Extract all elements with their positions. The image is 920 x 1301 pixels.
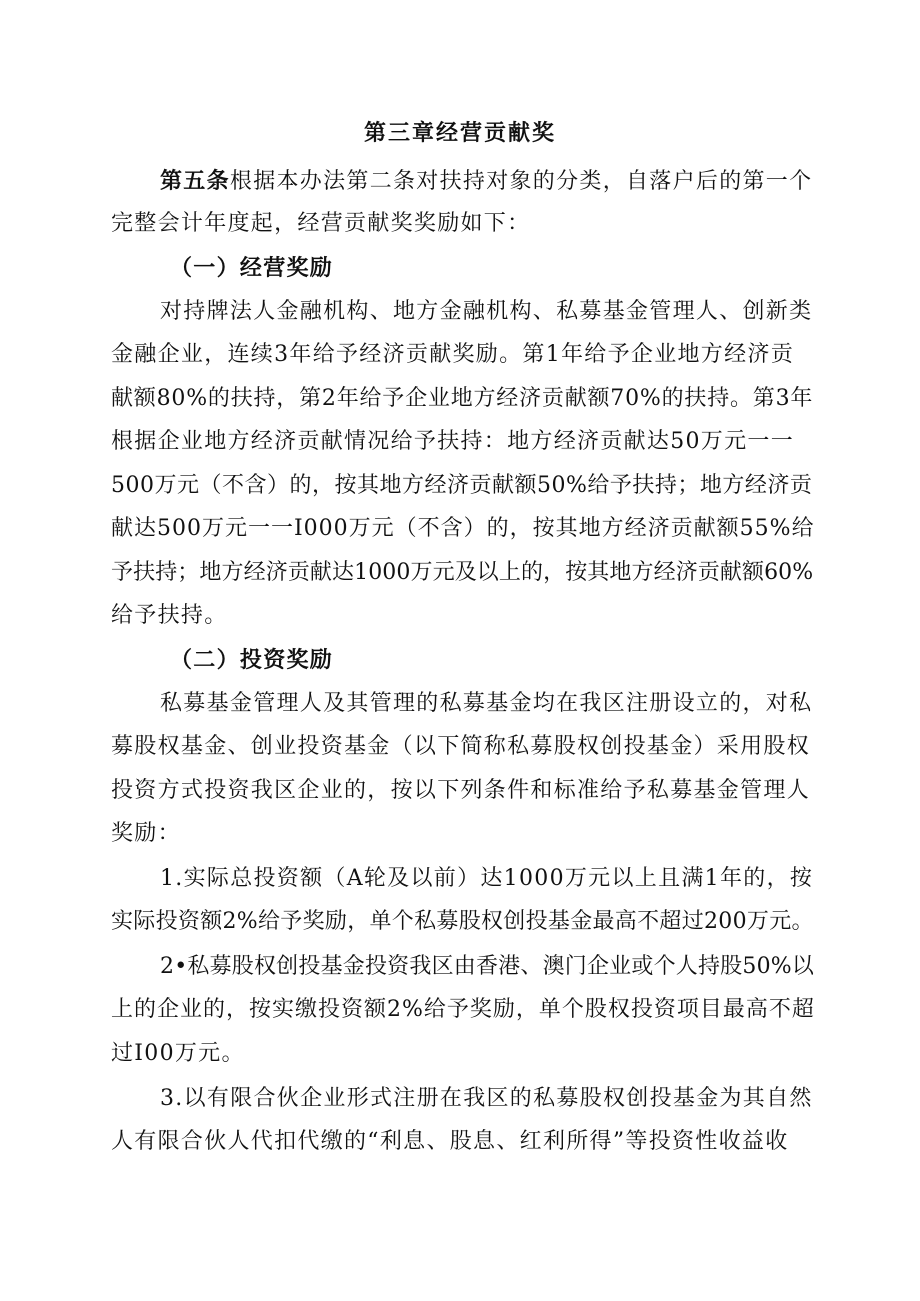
section-heading-operation-reward: （一）经营奖励 — [170, 255, 334, 281]
paragraph-line: 给予扶持。 — [111, 603, 228, 628]
list-item-1-line-1: 1.实际总投资额（A轮及以前）达1000万元以上且满1年的，按 — [160, 866, 814, 891]
list-item-2-line-1: 2•私募股权创投基金投资我区由香港、澳门企业或个人持股50%以 — [160, 954, 815, 979]
paragraph-line: 500万元（不含）的，按其地方经济贡献额50%给予扶持；地方经济贡 — [111, 473, 813, 498]
paragraph-line: 金融企业，连续3年给予经济贡献奖励。第1年给予企业地方经济贡 — [111, 342, 794, 367]
paragraph-line: 献达500万元一一I000万元（不含）的，按其地方经济贡献额55%给 — [111, 516, 815, 541]
list-item-2-line-3: 过I00万元。 — [111, 1041, 245, 1066]
paragraph-line: 奖励： — [111, 821, 181, 846]
section-heading-investment-reward: （二）投资奖励 — [170, 647, 334, 673]
list-item-3-line-1: 3.以有限合伙企业形式注册在我区的私募股权创投基金为其自然 — [160, 1086, 813, 1111]
article-5-line-2: 完整会计年度起，经营贡献奖奖励如下： — [111, 211, 531, 236]
list-item-2-line-2: 上的企业的，按实缴投资额2%给予奖励，单个股权投资项目最高不超 — [111, 997, 815, 1022]
paragraph-line: 私募基金管理人及其管理的私募基金均在我区注册设立的，对私 — [160, 691, 813, 716]
article-label: 第五条 — [160, 168, 230, 194]
article-5-line-1 — [160, 168, 812, 195]
chapter-title: 第三章经营贡献奖 — [363, 120, 556, 146]
paragraph-line: 予扶持；地方经济贡献达1000万元及以上的，按其地方经济贡献额60% — [111, 560, 814, 585]
list-item-3-line-2: 人有限合伙人代扣代缴的“利息、股息、红利所得”等投资性收益收 — [111, 1129, 789, 1154]
paragraph-text: 根据本办法第二条对扶持对象的分类，自落户后的第一个 — [229, 169, 813, 194]
paragraph-line: 献额80%的扶持，第2年给予企业地方经济贡献额70%的扶持。第3年 — [111, 386, 814, 411]
paragraph-line: 根据企业地方经济贡献情况给予扶持：地方经济贡献达50万元一一 — [111, 429, 794, 454]
list-item-1-line-2: 实际投资额2%给予奖励，单个私募股权创投基金最高不超过200万元。 — [111, 909, 814, 934]
paragraph-line: 投资方式投资我区企业的，按以下列条件和标准给予私募基金管理人 — [111, 778, 811, 803]
paragraph-line: 对持牌法人金融机构、地方金融机构、私募基金管理人、创新类 — [160, 299, 813, 324]
paragraph-line: 募股权基金、创业投资基金（以下简称私募股权创投基金）采用股权 — [111, 734, 811, 759]
